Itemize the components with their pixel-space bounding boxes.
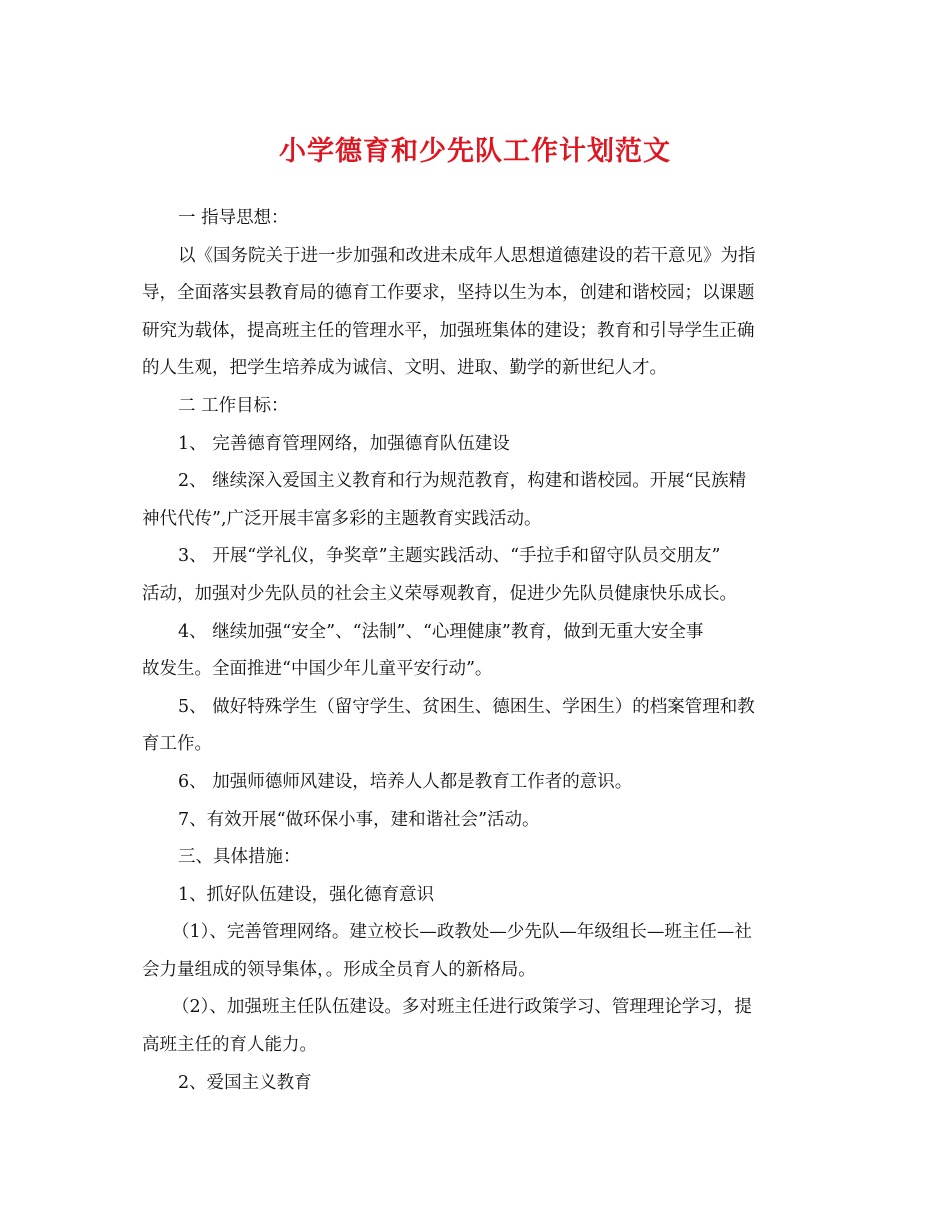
document-body <box>142 200 808 1102</box>
paragraph-line: 高班主任的育人能力。 <box>142 1035 317 1056</box>
paragraph-line: 的人生观，把学生培养成为诚信、文明、进取、勤学的新世纪人才。 <box>142 358 667 379</box>
paragraph-line: 活动，加强对少先队员的社会主义荣辱观教育，促进少先队员健康快乐成长。 <box>142 583 737 604</box>
section-heading: 三、具体措施： <box>178 847 301 868</box>
section-heading: 一 指导思想： <box>178 208 289 228</box>
paragraph-line: 1、抓好队伍建设，强化德育意识 <box>178 884 435 905</box>
paragraph-line: 会力量组成的领导集体，。形成全员育人的新格局。 <box>142 959 536 980</box>
paragraph-line: 7、有效开展“做环保小事，建和谐社会”活动。 <box>178 809 540 830</box>
paragraph-line: 4、 继续加强“安全”、“法制”、“心理健康”教育，做到无重大安全事 <box>178 621 704 642</box>
paragraph-line: 神代代传”,广泛开展丰富多彩的主题教育实践活动。 <box>142 508 542 529</box>
paragraph-line: 3、 开展“学礼仪，争奖章”主题实践活动、“手拉手和留守队员交朋友” <box>178 546 721 567</box>
paragraph-line: （2）、加强班主任队伍建设。多对班主任进行政策学习、管理理论学习，提 <box>172 997 752 1018</box>
paragraph-line: 故发生。全面推进“中国少年儿童平安行动”。 <box>142 659 493 680</box>
paragraph-line: 1、 完善德育管理网络，加强德育队伍建设 <box>178 433 510 454</box>
paragraph-line: 2、爱国主义教育 <box>178 1072 312 1093</box>
paragraph-line: 以《国务院关于进一步加强和改进未成年人思想道德建设的若干意见》为指 <box>178 245 756 266</box>
paragraph-line: 6、 加强师德师风建设，培养人人都是教育工作者的意识。 <box>178 771 633 792</box>
paragraph-line: 研究为载体，提高班主任的管理水平，加强班集体的建设；教育和引导学生正确 <box>142 320 755 341</box>
paragraph-line: 2、 继续深入爱国主义教育和行为规范教育，构建和谐校园。开展“民族精 <box>178 471 747 492</box>
paragraph-line: 5、 做好特殊学生（留守学生、贫困生、德困生、学困生）的档案管理和教 <box>178 696 755 717</box>
document-title: 小学德育和少先队工作计划范文 <box>279 136 671 167</box>
paragraph-line: 育工作。 <box>142 734 212 755</box>
paragraph-line: 导，全面落实县教育局的德育工作要求，坚持以生为本，创建和谐校园；以课题 <box>142 283 755 304</box>
section-heading: 二 工作目标： <box>178 395 289 416</box>
paragraph-line: （1）、完善管理网络。建立校长—政教处—少先队—年级组长—班主任—社 <box>172 922 752 943</box>
